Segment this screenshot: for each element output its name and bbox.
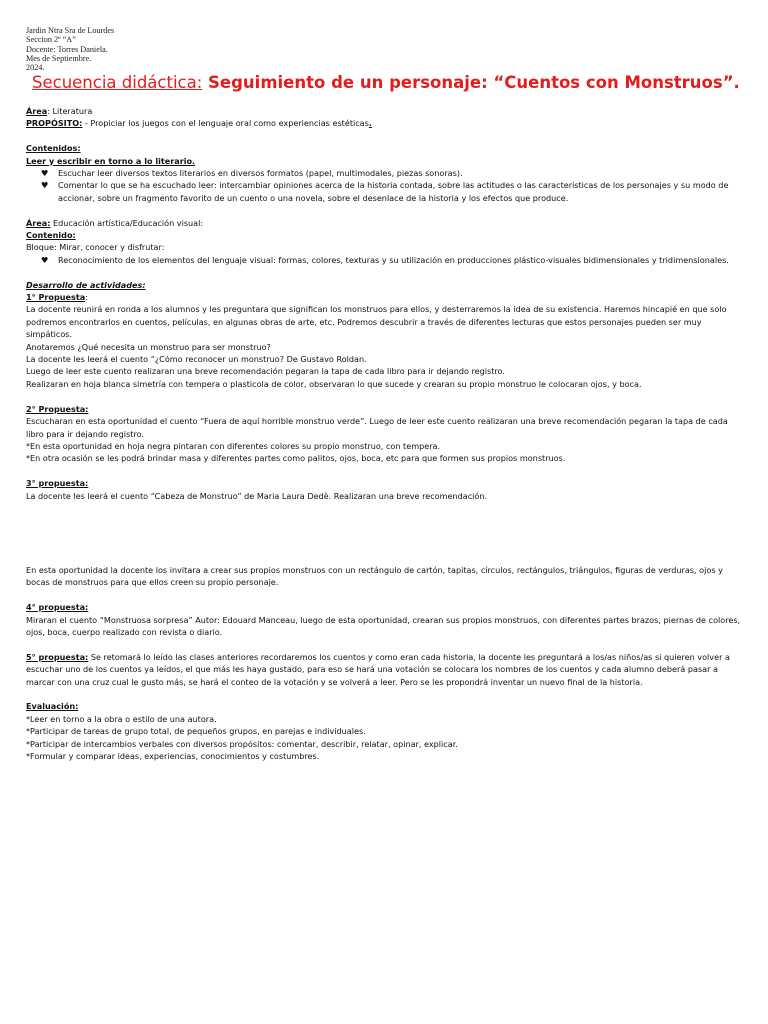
- propuesta-5-label: 5° propuesta:: [26, 651, 89, 662]
- spacer: [26, 266, 746, 278]
- propuesta-3-after: En esta oportunidad la docente los invitara a crear sus propios monstruos con un rectángulo de cartón, tapitas, círculos, rectángulos, triángulos, figuras de verduras, ojos y bocas de monstruos para que ellos creen su propio personaje.: [26, 564, 723, 588]
- contenidos-sublabel: Leer y escribir en torno a lo literario.: [26, 155, 196, 166]
- propuesta-4-label: 4° propuesta:: [26, 602, 89, 613]
- propuesta-1-colon: :: [85, 292, 88, 303]
- propuesta-5-text: Se retomará lo leído las clases anteriores recordaremos los cuentos y como eran cada historia, la docente les preguntará a los/as niños/as si quieren volver a escuchar uno de los cuentos ya leídos, el que más les haya gustado, para eso se hará una votación se colocara los nombres de los cuentos y cada alumno deberá pasar a marcar con una cruz cual le gusto más, se hará el conteo de la votación y se volverá a leer. Pero se les propondrá inventar un nuevo final de la historia.: [26, 651, 730, 687]
- contenido2-label: Contenido:: [26, 230, 76, 241]
- proposito-value: - Propiciar los juegos con el lenguaje oral como experiencias estéticas: [82, 118, 369, 129]
- area2-label: Área:: [26, 217, 51, 228]
- proposito-label: PROPÓSITO:: [26, 118, 83, 129]
- spacer: [26, 204, 746, 216]
- evaluacion-item: *Participar de tareas de grupo total, de pequeños grupos, en parejas e individuales.: [26, 726, 366, 737]
- evaluacion-label: Evaluación:: [26, 701, 79, 712]
- area2-value: Educación artística/Educación visual:: [50, 217, 204, 228]
- contenidos-list: [26, 167, 746, 204]
- title-prefix: Secuencia didáctica:: [32, 73, 203, 92]
- header-month: Mes de Septiembre.: [26, 53, 92, 63]
- list-item: [41, 167, 746, 179]
- header-year: 2024.: [26, 63, 45, 73]
- contenidos-subheading: [26, 155, 746, 167]
- propuesta-3-text: La docente les leerá el cuento “Cabeza de Monstruo” de Maria Laura Dedè. Realizaran una breve recomendación.: [26, 490, 488, 501]
- header-section: Seccion 2º “A”: [26, 35, 76, 45]
- document-body: [26, 105, 746, 762]
- spacer: [26, 502, 746, 564]
- propuesta-1-text: Anotaremos ¿Qué necesita un monstruo para ser monstruo?: [26, 341, 271, 352]
- propuesta-4-heading: [26, 601, 746, 613]
- propuesta-2-label: 2° Propuesta:: [26, 403, 89, 414]
- area-value: : Literatura: [47, 106, 93, 116]
- spacer: [26, 638, 746, 650]
- heart-bullet-icon: ♥: [41, 180, 49, 191]
- propuesta-2-heading: [26, 403, 746, 415]
- spacer: [26, 688, 746, 700]
- list-item: [41, 179, 746, 204]
- propuesta-1-text: La docente les leerá el cuento “¿Cómo reconocer un monstruo? De Gustavo Roldan.: [26, 354, 367, 365]
- spacer: [26, 465, 746, 477]
- propuesta-3-heading: [26, 477, 746, 489]
- desarrollo-label: Desarrollo de actividades:: [26, 279, 146, 290]
- bloque-line: Bloque: Mirar, conocer y disfrutar:: [26, 242, 165, 253]
- proposito: [26, 117, 746, 129]
- contenidos-label: Contenidos:: [26, 143, 81, 154]
- header-teacher: Docente: Torres Daniela.: [26, 44, 108, 54]
- evaluacion-item: *Leer en torno a la obra o estilo de una autora.: [26, 713, 217, 724]
- heart-bullet-icon: ♥: [41, 168, 49, 179]
- list-item: [41, 254, 746, 266]
- desarrollo-heading: [26, 279, 746, 291]
- document-title: [32, 73, 762, 93]
- evaluacion-item: *Participar de intercambios verbales con diversos propósitos: comentar, describir, relatar, opinar, explicar.: [26, 738, 458, 749]
- area-literatura: [26, 105, 746, 117]
- propuesta-1-label: 1° Propuesta: [26, 292, 86, 303]
- area-artistica: [26, 217, 746, 229]
- contenido2-list: [26, 254, 746, 266]
- header-school: Jardin Ntra Sra de Lourdes: [26, 26, 115, 35]
- proposito-end: .: [368, 118, 372, 129]
- propuesta-5: [26, 651, 746, 688]
- contenido-heading: [26, 229, 746, 241]
- heart-bullet-icon: ♥: [41, 254, 49, 265]
- list-item-text: Reconocimiento de los elementos del lenguaje visual: formas, colores, texturas y su utilización en producciones plástico-visuales bidimensionales y tridimensionales.: [58, 254, 729, 265]
- propuesta-2-text: Escucharan en esta oportunidad el cuento “Fuera de aquí horrible monstruo verde”. Luego de leer este cuento realizaran una breve recomendación pegaran la tapa de cada libro para ir dejando registro.: [26, 416, 728, 439]
- evaluacion-heading: [26, 700, 746, 712]
- propuesta-4-text: Miraran el cuento “Monstruosa sorpresa” Autor: Edouard Manceau, luego de esta oportunidad, crearan sus propios monstruos, con diferentes partes brazos, piernas de colores, ojos, boca, cuerpo realizado con revista o diario.: [26, 614, 741, 637]
- spacer: [26, 390, 746, 402]
- propuesta-1-text: Luego de leer este cuento realizaran una breve recomendación pegaran la tapa de cada libro para ir dejando registro.: [26, 366, 505, 377]
- propuesta-2-text: *En esta oportunidad en hoja negra pintaran con diferentes colores su propio monstruo, con tempera.: [26, 440, 441, 451]
- propuesta-1-text: La docente reunirá en ronda a los alumnos y les preguntara que significan los monstruos para ellos, y desterraremos la idea de su existencia. Haremos hincapié en que solo podremos encontrarlos en cuentos, películas, en algunas obras de arte, etc. Podremos descubrir a través de diferentes lecturas que estos personajes pueden ser muy simpáticos.: [26, 304, 727, 340]
- list-item-text: Comentar lo que se ha escuchado leer: intercambiar opiniones acerca de la historia contada, sobre las actitudes o las características de los personajes y su modo de accionar, sobre un fragmento favorito de un cuento o una novela, sobre el desenlace de la historia y los efectos que produce.: [58, 180, 729, 203]
- propuesta-1-heading: [26, 291, 746, 303]
- evaluacion-item: *Formular y comparar ideas, experiencias, conocimientos y costumbres.: [26, 750, 320, 761]
- area-label: Área: [26, 106, 48, 116]
- list-item-text: Escuchar leer diversos textos literarios en diversos formatos (papel, multimodales, piezas sonoras).: [58, 168, 463, 179]
- title-main: Seguimiento de un personaje: “Cuentos con Monstruos”.: [202, 73, 740, 92]
- spacer: [26, 130, 746, 142]
- spacer: [26, 589, 746, 601]
- document-header: [26, 26, 114, 72]
- propuesta-3-label: 3° propuesta:: [26, 478, 89, 489]
- contenidos-heading: [26, 142, 746, 154]
- propuesta-2-text: *En otra ocasión se les podrá brindar masa y diferentes partes como palitos, ojos, boca, etc para que formen sus propios monstruos.: [26, 453, 566, 464]
- propuesta-1-text: Realizaran en hoja blanca simetría con tempera o plasticola de color, observaran lo que sucede y crearan su propio monstruo le colocaran ojos, y boca.: [26, 378, 642, 389]
